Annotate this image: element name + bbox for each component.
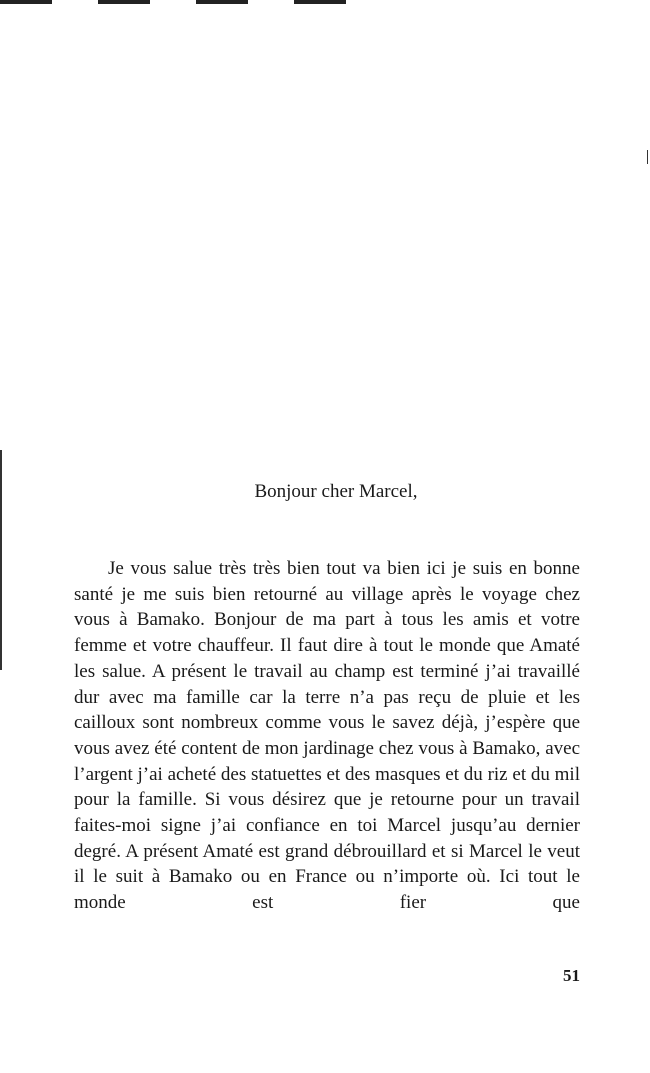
letter-salutation: Bonjour cher Marcel, — [254, 481, 418, 502]
scan-artifact-top-edge — [0, 0, 370, 4]
scan-artifact-right-edge — [647, 150, 648, 164]
page-number: 51 — [563, 966, 580, 985]
letter-body-text: Je vous salue très très bien tout va bien ici je suis en bonne santé je me suis bien retourné au village après le voyage chez vous à Bamako. Bonjour de ma part à tous les amis et votre femme et votre chauffeur. Il faut dire à tout le monde que Amaté les salue. A présent le travail au champ est terminé j’ai travaillé dur avec ma famille car la terre n’a pas reçu de pluie et les cailloux sont nombreux comme vous le savez déjà, j’espère que vous avez été content de mon jardinage chez vous à Bamako, avec l’argent j’ai acheté des statuettes et des masques et du riz et du mil pour la famille. Si vous désirez que je retourne pour un travail faites-moi signe j’ai confiance en toi Marcel jusqu’au dernier degré. A présent Amaté est grand débrouillard et si Marcel le veut il le suit à Bamako ou en France ou n’importe où. Ici tout le monde est fier que — [74, 558, 580, 914]
